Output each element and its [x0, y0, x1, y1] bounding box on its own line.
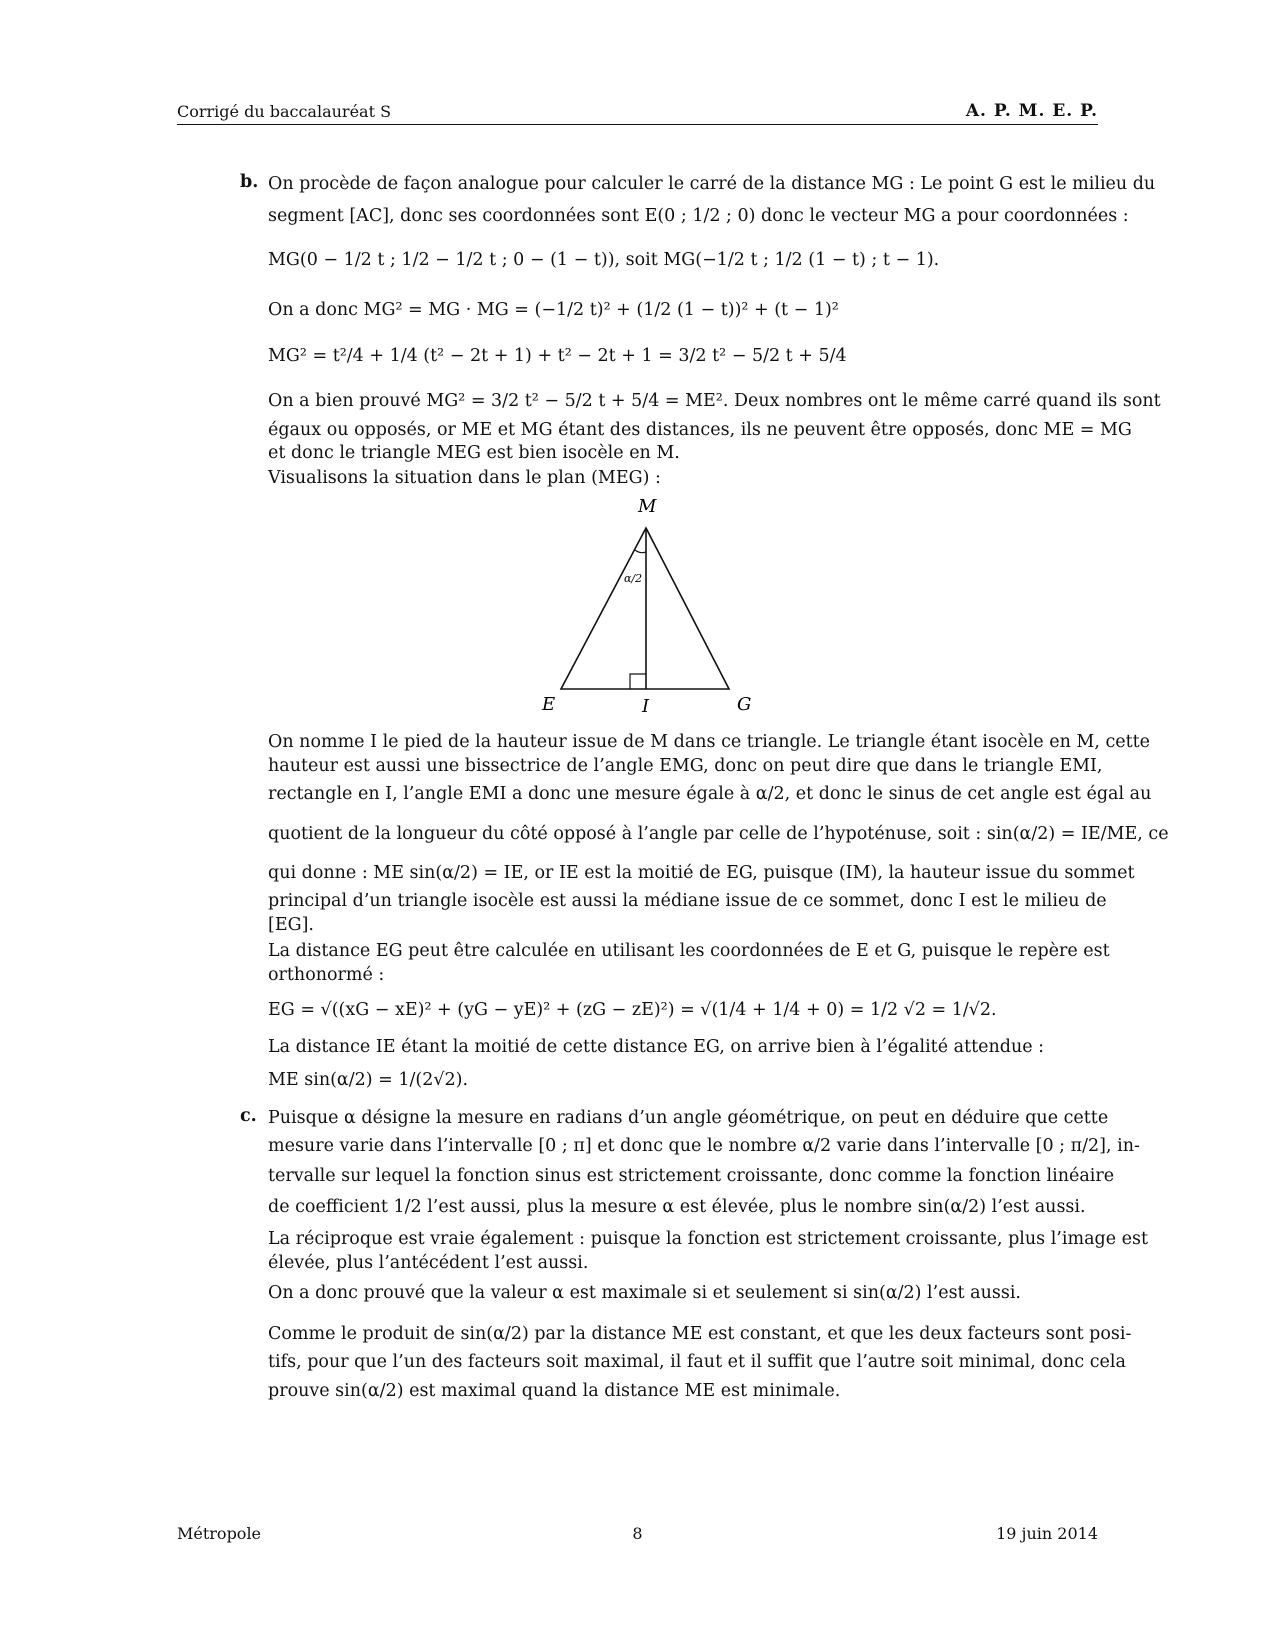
b2-line-2: hauteur est aussi une bissectrice de l’angle EMG, donc on peut dire que dans le triangle EMI,: [268, 756, 1103, 776]
footer-location: Métropole: [177, 1524, 262, 1543]
label-angle: α/2: [624, 572, 643, 585]
b-line-7: égaux ou opposés, or ME et MG étant des distances, ils ne peuvent être opposés, donc ME = MG: [268, 420, 1132, 440]
b-line-4: On a donc MG² = MG · MG = (−1/2 t)² + (1/2 (1 − t))² + (t − 1)²: [268, 300, 839, 320]
c-line-2: mesure varie dans l’intervalle [0 ; π] et donc que le nombre α/2 varie dans l’intervalle [0 ; π/2], in-: [268, 1136, 1140, 1156]
b2-line-8: La distance EG peut être calculée en utilisant les coordonnées de E et G, puisque le repère est: [268, 941, 1110, 961]
c-line-10: prouve sin(α/2) est maximal quand la distance ME est minimale.: [268, 1381, 841, 1401]
c-line-6: élevée, plus l’antécédent l’est aussi.: [268, 1253, 589, 1273]
label-i: I: [642, 696, 650, 717]
angle-arc: [635, 550, 646, 553]
triangle-figure: [520, 490, 780, 730]
b2-line-11: La distance IE étant la moitié de cette distance EG, on arrive bien à l’égalité attendue :: [268, 1037, 1045, 1057]
b-line-2: segment [AC], donc ses coordonnées sont E(0 ; 1/2 ; 0) donc le vecteur MG a pour coordonnées :: [268, 206, 1129, 226]
b-line-6: On a bien prouvé MG² = 3/2 t² − 5/2 t + 5/4 = ME². Deux nombres ont le même carré quand ils sont: [268, 391, 1161, 411]
b-line-8: et donc le triangle MEG est bien isocèle en M.: [268, 443, 680, 463]
c-line-7: On a donc prouvé que la valeur α est maximale si et seulement si sin(α/2) l’est aussi.: [268, 1283, 1021, 1303]
header-title: Corrigé du baccalauréat S: [177, 102, 392, 121]
footer-date: 19 juin 2014: [996, 1524, 1098, 1543]
label-b: b.: [240, 172, 259, 192]
c-line-9: tifs, pour que l’un des facteurs soit maximal, il faut et il suffit que l’autre soit minimal, donc cela: [268, 1352, 1126, 1372]
b2-line-3: rectangle en I, l’angle EMI a donc une mesure égale à α/2, et donc le sinus de cet angle est égal au: [268, 784, 1152, 804]
b-line-1: On procède de façon analogue pour calculer le carré de la distance MG : Le point G est le milieu du: [268, 174, 1156, 194]
b2-line-9: orthonormé :: [268, 965, 385, 985]
b-line-5: MG² = t²/4 + 1/4 (t² − 2t + 1) + t² − 2t + 1 = 3/2 t² − 5/2 t + 5/4: [268, 346, 847, 366]
c-line-5: La réciproque est vraie également : puisque la fonction est strictement croissante, plus l’image est: [268, 1229, 1148, 1249]
page-number: 8: [632, 1524, 643, 1543]
label-c: c.: [240, 1106, 257, 1126]
c-line-3: tervalle sur lequel la fonction sinus est strictement croissante, donc comme la fonction linéaire: [268, 1166, 1115, 1186]
label-e: E: [542, 694, 556, 715]
b2-line-1: On nomme I le pied de la hauteur issue de M dans ce triangle. Le triangle étant isocèle en M, cette: [268, 732, 1151, 752]
right-angle-mark: [630, 674, 646, 689]
b2-line-7: [EG].: [268, 915, 314, 935]
c-line-1: Puisque α désigne la mesure en radians d’un angle géométrique, on peut en déduire que cette: [268, 1108, 1109, 1128]
b-line-3: MG(0 − 1/2 t ; 1/2 − 1/2 t ; 0 − (1 − t)), soit MG(−1/2 t ; 1/2 (1 − t) ; t − 1).: [268, 250, 940, 270]
c-line-8: Comme le produit de sin(α/2) par la distance ME est constant, et que les deux facteurs sont posi-: [268, 1324, 1132, 1344]
label-g: G: [737, 694, 752, 715]
b2-line-4: quotient de la longueur du côté opposé à l’angle par celle de l’hypoténuse, soit : sin(α/2) = IE/ME, ce: [268, 824, 1169, 844]
b-line-9: Visualisons la situation dans le plan (MEG) :: [268, 468, 661, 488]
label-m: M: [638, 496, 657, 517]
header-brand: A. P. M. E. P.: [965, 101, 1098, 121]
b2-line-10: EG = √((xG − xE)² + (yG − yE)² + (zG − zE)²) = √(1/4 + 1/4 + 0) = 1/2 √2 = 1/√2.: [268, 1000, 997, 1020]
b2-line-5: qui donne : ME sin(α/2) = IE, or IE est la moitié de EG, puisque (IM), la hauteur issue du sommet: [268, 863, 1135, 883]
b2-line-12: ME sin(α/2) = 1/(2√2).: [268, 1070, 469, 1090]
page-header: [177, 98, 1098, 125]
b2-line-6: principal d’un triangle isocèle est aussi la médiane issue de ce sommet, donc I est le milieu de: [268, 891, 1107, 911]
c-line-4: de coefficient 1/2 l’est aussi, plus la mesure α est élevée, plus le nombre sin(α/2) l’est aussi.: [268, 1197, 1086, 1217]
